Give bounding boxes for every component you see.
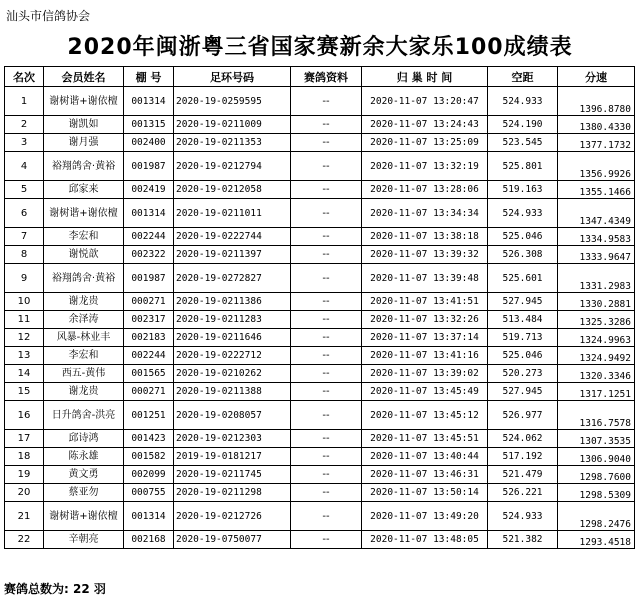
- member-name-cell: 辛朝亮: [44, 531, 124, 549]
- speed-cell: 1355.1466: [558, 181, 635, 199]
- speed-cell: 1380.4330: [558, 116, 635, 134]
- loft-number-cell: 002322: [124, 246, 174, 264]
- speed-cell: 1307.3535: [558, 430, 635, 448]
- table-header-row: [5, 67, 635, 87]
- arrival-time-cell: 2020-11-07 13:45:49: [362, 383, 488, 401]
- pigeon-info-cell: --: [291, 531, 362, 549]
- member-name-cell: 邱家来: [44, 181, 124, 199]
- loft-number-cell: 002183: [124, 329, 174, 347]
- pigeon-info-cell: --: [291, 347, 362, 365]
- distance-cell: 525.046: [488, 228, 558, 246]
- rank-cell: 9: [5, 264, 44, 293]
- ring-number-cell: 2020-19-0211009: [174, 116, 291, 134]
- table-row: [5, 264, 635, 293]
- speed-cell: 1331.2983: [558, 264, 635, 293]
- distance-cell: 524.062: [488, 430, 558, 448]
- arrival-time-cell: 2020-11-07 13:24:43: [362, 116, 488, 134]
- arrival-time-cell: 2020-11-07 13:46:31: [362, 466, 488, 484]
- member-name-cell: 谢凯如: [44, 116, 124, 134]
- rank-cell: 5: [5, 181, 44, 199]
- loft-number-cell: 002419: [124, 181, 174, 199]
- pigeon-info-cell: --: [291, 116, 362, 134]
- distance-cell: 517.192: [488, 448, 558, 466]
- table-row: [5, 502, 635, 531]
- distance-cell: 526.308: [488, 246, 558, 264]
- pigeon-info-cell: --: [291, 502, 362, 531]
- speed-cell: 1334.9583: [558, 228, 635, 246]
- speed-cell: 1298.5309: [558, 484, 635, 502]
- rank-cell: 10: [5, 293, 44, 311]
- distance-cell: 513.484: [488, 311, 558, 329]
- distance-cell: 521.479: [488, 466, 558, 484]
- table-row: [5, 448, 635, 466]
- pigeon-info-cell: --: [291, 87, 362, 116]
- distance-cell: 520.273: [488, 365, 558, 383]
- distance-cell: 524.933: [488, 502, 558, 531]
- member-name-cell: 李宏和: [44, 347, 124, 365]
- speed-cell: 1298.2476: [558, 502, 635, 531]
- arrival-time-cell: 2020-11-07 13:41:51: [362, 293, 488, 311]
- loft-number-cell: 000755: [124, 484, 174, 502]
- rank-cell: 4: [5, 152, 44, 181]
- member-name-cell: 黄文勇: [44, 466, 124, 484]
- rank-cell: 21: [5, 502, 44, 531]
- loft-number-cell: 001582: [124, 448, 174, 466]
- speed-cell: 1317.1251: [558, 383, 635, 401]
- organization-name: 汕头市信鸽协会: [6, 9, 91, 23]
- ring-number-cell: 2020-19-0208057: [174, 401, 291, 430]
- speed-cell: 1377.1732: [558, 134, 635, 152]
- table-row: [5, 484, 635, 502]
- arrival-time-cell: 2020-11-07 13:39:48: [362, 264, 488, 293]
- loft-number-cell: 001314: [124, 199, 174, 228]
- distance-cell: 519.163: [488, 181, 558, 199]
- ring-number-cell: 2020-19-0212794: [174, 152, 291, 181]
- ring-number-cell: 2020-19-0211298: [174, 484, 291, 502]
- arrival-time-cell: 2020-11-07 13:50:14: [362, 484, 488, 502]
- pigeon-info-cell: --: [291, 199, 362, 228]
- arrival-time-cell: 2020-11-07 13:49:20: [362, 502, 488, 531]
- arrival-time-cell: 2020-11-07 13:41:16: [362, 347, 488, 365]
- table-row: [5, 311, 635, 329]
- page-title: 2020年闽浙粤三省国家赛新余大家乐100成绩表: [67, 35, 573, 60]
- distance-cell: 527.945: [488, 293, 558, 311]
- pigeon-info-cell: --: [291, 329, 362, 347]
- ring-number-cell: 2020-19-0222744: [174, 228, 291, 246]
- pigeon-info-cell: --: [291, 134, 362, 152]
- table-row: [5, 246, 635, 264]
- speed-cell: 1396.8780: [558, 87, 635, 116]
- loft-number-cell: 001315: [124, 116, 174, 134]
- arrival-time-cell: 2020-11-07 13:39:32: [362, 246, 488, 264]
- arrival-time-cell: 2020-11-07 13:20:47: [362, 87, 488, 116]
- distance-cell: 523.545: [488, 134, 558, 152]
- arrival-time-cell: 2020-11-07 13:32:26: [362, 311, 488, 329]
- distance-cell: 526.221: [488, 484, 558, 502]
- distance-cell: 519.713: [488, 329, 558, 347]
- table-row: [5, 228, 635, 246]
- speed-cell: 1324.9963: [558, 329, 635, 347]
- loft-number-cell: 002168: [124, 531, 174, 549]
- table-row: [5, 531, 635, 549]
- loft-number-cell: 002244: [124, 347, 174, 365]
- table-row: [5, 347, 635, 365]
- loft-number-cell: 002317: [124, 311, 174, 329]
- member-name-cell: 裕翔鸽舍·黄裕: [44, 264, 124, 293]
- table-row: [5, 199, 635, 228]
- rank-cell: 2: [5, 116, 44, 134]
- ring-number-cell: 2020-19-0211646: [174, 329, 291, 347]
- distance-cell: 525.801: [488, 152, 558, 181]
- rank-cell: 7: [5, 228, 44, 246]
- speed-cell: 1356.9926: [558, 152, 635, 181]
- speed-cell: 1316.7578: [558, 401, 635, 430]
- member-name-cell: 西五-黄伟: [44, 365, 124, 383]
- speed-cell: 1333.9647: [558, 246, 635, 264]
- rank-cell: 14: [5, 365, 44, 383]
- header-rank: 名次: [5, 67, 44, 87]
- header-ring-number: 足环号码: [174, 67, 291, 87]
- ring-number-cell: 2020-19-0222712: [174, 347, 291, 365]
- member-name-cell: 风暴-林业丰: [44, 329, 124, 347]
- pigeon-info-cell: --: [291, 466, 362, 484]
- table-row: [5, 466, 635, 484]
- ring-number-cell: 2020-19-0211397: [174, 246, 291, 264]
- loft-number-cell: 002099: [124, 466, 174, 484]
- arrival-time-cell: 2020-11-07 13:25:09: [362, 134, 488, 152]
- member-name-cell: 谢龙贵: [44, 383, 124, 401]
- loft-number-cell: 001314: [124, 502, 174, 531]
- pigeon-info-cell: --: [291, 228, 362, 246]
- ring-number-cell: 2019-19-0181217: [174, 448, 291, 466]
- rank-cell: 19: [5, 466, 44, 484]
- pigeon-info-cell: --: [291, 401, 362, 430]
- ring-number-cell: 2020-19-0211011: [174, 199, 291, 228]
- speed-cell: 1347.4349: [558, 199, 635, 228]
- loft-number-cell: 001314: [124, 87, 174, 116]
- ring-number-cell: 2020-19-0211745: [174, 466, 291, 484]
- pigeon-info-cell: --: [291, 430, 362, 448]
- ring-number-cell: 2020-19-0211388: [174, 383, 291, 401]
- member-name-cell: 邱诗鸿: [44, 430, 124, 448]
- table-row: [5, 152, 635, 181]
- ring-number-cell: 2020-19-0750077: [174, 531, 291, 549]
- ring-number-cell: 2020-19-0211353: [174, 134, 291, 152]
- arrival-time-cell: 2020-11-07 13:37:14: [362, 329, 488, 347]
- speed-cell: 1293.4518: [558, 531, 635, 549]
- loft-number-cell: 001251: [124, 401, 174, 430]
- ring-number-cell: 2020-19-0212058: [174, 181, 291, 199]
- loft-number-cell: 000271: [124, 293, 174, 311]
- member-name-cell: 余泽涛: [44, 311, 124, 329]
- arrival-time-cell: 2020-11-07 13:38:18: [362, 228, 488, 246]
- speed-cell: 1325.3286: [558, 311, 635, 329]
- speed-cell: 1306.9040: [558, 448, 635, 466]
- rank-cell: 8: [5, 246, 44, 264]
- pigeon-info-cell: --: [291, 311, 362, 329]
- rank-cell: 3: [5, 134, 44, 152]
- pigeon-info-cell: --: [291, 293, 362, 311]
- member-name-cell: 裕翔鸽舍·黄裕: [44, 152, 124, 181]
- loft-number-cell: 001987: [124, 264, 174, 293]
- rank-cell: 1: [5, 87, 44, 116]
- distance-cell: 521.382: [488, 531, 558, 549]
- header-member-name: 会员姓名: [44, 67, 124, 87]
- member-name-cell: 李宏和: [44, 228, 124, 246]
- pigeon-info-cell: --: [291, 264, 362, 293]
- member-name-cell: 谢龙贵: [44, 293, 124, 311]
- loft-number-cell: 000271: [124, 383, 174, 401]
- ring-number-cell: 2020-19-0210262: [174, 365, 291, 383]
- member-name-cell: 谢树谐+谢依檀: [44, 199, 124, 228]
- arrival-time-cell: 2020-11-07 13:39:02: [362, 365, 488, 383]
- distance-cell: 527.945: [488, 383, 558, 401]
- pigeon-info-cell: --: [291, 181, 362, 199]
- pigeon-info-cell: --: [291, 448, 362, 466]
- arrival-time-cell: 2020-11-07 13:34:34: [362, 199, 488, 228]
- loft-number-cell: 002400: [124, 134, 174, 152]
- distance-cell: 525.601: [488, 264, 558, 293]
- table-row: [5, 116, 635, 134]
- arrival-time-cell: 2020-11-07 13:48:05: [362, 531, 488, 549]
- rank-cell: 15: [5, 383, 44, 401]
- header-distance: 空距: [488, 67, 558, 87]
- distance-cell: 524.933: [488, 87, 558, 116]
- pigeon-info-cell: --: [291, 365, 362, 383]
- table-row: [5, 329, 635, 347]
- rank-cell: 17: [5, 430, 44, 448]
- table-row: [5, 365, 635, 383]
- loft-number-cell: 001423: [124, 430, 174, 448]
- speed-cell: 1320.3346: [558, 365, 635, 383]
- speed-cell: 1324.9492: [558, 347, 635, 365]
- arrival-time-cell: 2020-11-07 13:28:06: [362, 181, 488, 199]
- table-row: [5, 383, 635, 401]
- header-speed: 分速: [558, 67, 635, 87]
- table-row: [5, 134, 635, 152]
- pigeon-info-cell: --: [291, 152, 362, 181]
- speed-cell: 1298.7600: [558, 466, 635, 484]
- distance-cell: 524.190: [488, 116, 558, 134]
- rank-cell: 20: [5, 484, 44, 502]
- pigeon-info-cell: --: [291, 246, 362, 264]
- ring-number-cell: 2020-19-0211386: [174, 293, 291, 311]
- rank-cell: 16: [5, 401, 44, 430]
- loft-number-cell: 001565: [124, 365, 174, 383]
- distance-cell: 525.046: [488, 347, 558, 365]
- distance-cell: 526.977: [488, 401, 558, 430]
- table-row: [5, 87, 635, 116]
- member-name-cell: 谢月强: [44, 134, 124, 152]
- rank-cell: 6: [5, 199, 44, 228]
- speed-cell: 1330.2881: [558, 293, 635, 311]
- arrival-time-cell: 2020-11-07 13:32:19: [362, 152, 488, 181]
- member-name-cell: 陈永雄: [44, 448, 124, 466]
- member-name-cell: 谢悦歆: [44, 246, 124, 264]
- ring-number-cell: 2020-19-0212726: [174, 502, 291, 531]
- rank-cell: 13: [5, 347, 44, 365]
- member-name-cell: 谢树谐+谢依檀: [44, 87, 124, 116]
- member-name-cell: 日升鸽舍-洪亮: [44, 401, 124, 430]
- header-pigeon-info: 赛鸽资料: [291, 67, 362, 87]
- rank-cell: 22: [5, 531, 44, 549]
- pigeon-info-cell: --: [291, 383, 362, 401]
- arrival-time-cell: 2020-11-07 13:40:44: [362, 448, 488, 466]
- table-row: [5, 430, 635, 448]
- ring-number-cell: 2020-19-0272827: [174, 264, 291, 293]
- header-loft-number: 棚 号: [124, 67, 174, 87]
- table-row: [5, 293, 635, 311]
- arrival-time-cell: 2020-11-07 13:45:51: [362, 430, 488, 448]
- pigeon-info-cell: --: [291, 484, 362, 502]
- ring-number-cell: 2020-19-0211283: [174, 311, 291, 329]
- ring-number-cell: 2020-19-0259595: [174, 87, 291, 116]
- table-row: [5, 181, 635, 199]
- loft-number-cell: 002244: [124, 228, 174, 246]
- header-arrival-time: 归 巢 时 间: [362, 67, 488, 87]
- arrival-time-cell: 2020-11-07 13:45:12: [362, 401, 488, 430]
- distance-cell: 524.933: [488, 199, 558, 228]
- loft-number-cell: 001987: [124, 152, 174, 181]
- rank-cell: 11: [5, 311, 44, 329]
- results-table: [4, 66, 635, 549]
- table-row: [5, 401, 635, 430]
- member-name-cell: 蔡亚勿: [44, 484, 124, 502]
- ring-number-cell: 2020-19-0212303: [174, 430, 291, 448]
- rank-cell: 12: [5, 329, 44, 347]
- rank-cell: 18: [5, 448, 44, 466]
- member-name-cell: 谢树谐+谢依檀: [44, 502, 124, 531]
- total-pigeons: 赛鸽总数为: 22 羽: [4, 582, 106, 596]
